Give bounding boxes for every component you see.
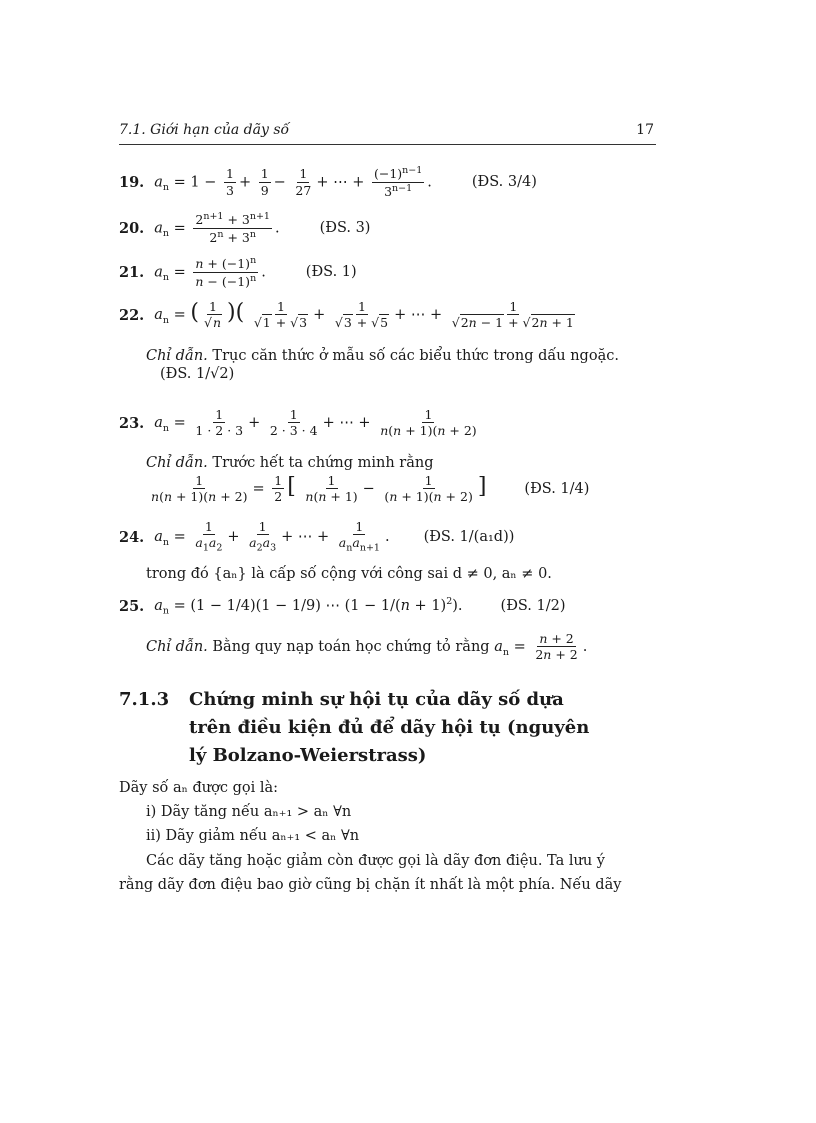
- formula: $a_n$ = $\frac{1}{1 \cdot 2 \cdot 3}$ + $\frac{1}{2 \cdot 3 \cdot 4}$ + ⋯ + $\frac{1}{n(n + 1)(n + 2)}$: [154, 407, 477, 439]
- hint-text: Bằng quy nạp toán học chứng tỏ rằng: [212, 639, 490, 656]
- answer: (ĐS. 1/2): [500, 598, 566, 615]
- hint-25: [146, 632, 587, 662]
- problem-25: [119, 596, 566, 617]
- formula: $a_n$ = $\frac{n + 2}{2n + 2}$ .: [494, 631, 588, 663]
- body-item-1: i) Dãy tăng nếu aₙ₊₁ > aₙ ∀n: [146, 804, 352, 820]
- formula: $a_n$ = $\frac{1}{a_1a_2}$ + $\frac{1}{a_2a_3}$ + ⋯ + $\frac{1}{a_na_{n+1}}$ .: [154, 519, 390, 554]
- answer: (ĐS. 1/4): [524, 481, 590, 498]
- section-title: Chứng minh sự hội tụ của dãy số dựa trên điều kiện đủ để dãy hội tụ (nguyên lý Bolzano-Weierstrass): [189, 689, 590, 766]
- problem-number: 25.: [119, 597, 145, 615]
- hint-text: Trục căn thức ở mẫu số các biểu thức trong dấu ngoặc.: [212, 348, 619, 364]
- problem-number: 23.: [119, 414, 145, 432]
- problem-24: [119, 520, 514, 554]
- formula: $a_n = 1$ − $\frac{1}{3}$ + $\frac{1}{9}$ − $\frac{1}{27}$ + ⋯ + $\frac{(-1)^{n-1}}{3^{n-1}}$ .: [154, 165, 432, 199]
- problem-20: [119, 212, 370, 245]
- formula: $a_n$ = ( $\frac{1}{√n}$ )( $\frac{1}{√1 + √3}$ + $\frac{1}{√3 + √5}$ + ⋯ + $\frac{1}{√2n - 1 + √2n + 1}$: [154, 299, 574, 331]
- answer-22: [160, 366, 234, 382]
- identity-23: [146, 474, 589, 504]
- body-intro: Dãy số aₙ được gọi là:: [119, 780, 279, 796]
- problem-22: [119, 300, 580, 330]
- answer: (ĐS. 1/(a₁d)): [423, 529, 515, 546]
- problem-number: 21.: [119, 263, 145, 281]
- body-paragraph-line-2: rằng dãy đơn điệu bao giờ cũng bị chặn ít nhất là một phía. Nếu dãy: [119, 877, 622, 893]
- problem-21: [119, 256, 357, 289]
- hint-23: [146, 455, 433, 471]
- problem-number: 19.: [119, 173, 145, 191]
- answer: (ĐS. 3): [319, 220, 371, 237]
- note-24: [146, 566, 552, 582]
- running-header: [119, 122, 656, 145]
- section-heading: [119, 686, 609, 770]
- body-paragraph-line-1: Các dãy tăng hoặc giảm còn được gọi là dãy đơn điệu. Ta lưu ý: [146, 853, 605, 869]
- formula: $a_n$ = $\frac{2^{n+1} + 3^{n+1}}{2^n + 3^n}$ .: [154, 211, 280, 245]
- problem-19: [119, 166, 537, 199]
- hint-label: Chỉ dẫn.: [146, 455, 208, 471]
- hint-label: Chỉ dẫn.: [146, 348, 208, 364]
- formula: $a_n = (1 - 1/4)(1 - 1/9)$ ⋯ $(1 - 1/(n + 1)^2)$.: [154, 596, 463, 617]
- answer: (ĐS. 3/4): [471, 174, 537, 191]
- answer: (ĐS. 1/√2): [160, 366, 235, 382]
- problem-number: 22.: [119, 306, 145, 324]
- formula: $a_n$ = $\frac{n + (-1)^n}{n - (-1)^n}$ .: [154, 255, 266, 289]
- hint-text: Trước hết ta chứng minh rằng: [212, 455, 434, 471]
- header-section-title: 7.1. Giới hạn của dãy số: [119, 122, 290, 138]
- hint-22: [146, 348, 619, 364]
- section-number: 7.1.3: [119, 689, 170, 710]
- problem-number: 20.: [119, 219, 145, 237]
- problem-23: [119, 408, 482, 438]
- formula: $\frac{1}{n(n + 1)(n + 2)}$ = $\frac{1}{2}$ [ $\frac{1}{n(n + 1)}$ − $\frac{1}{(n + 1)(n + 2)}$ ]: [151, 473, 487, 505]
- hint-label: Chỉ dẫn.: [146, 639, 208, 656]
- problem-number: 24.: [119, 528, 145, 546]
- page-number: 17: [636, 122, 654, 138]
- answer: (ĐS. 1): [305, 264, 357, 281]
- body-item-2: ii) Dãy giảm nếu aₙ₊₁ < aₙ ∀n: [146, 828, 360, 844]
- note-text: trong đó {aₙ} là cấp số cộng với công sai d ≠ 0, aₙ ≠ 0.: [146, 566, 552, 582]
